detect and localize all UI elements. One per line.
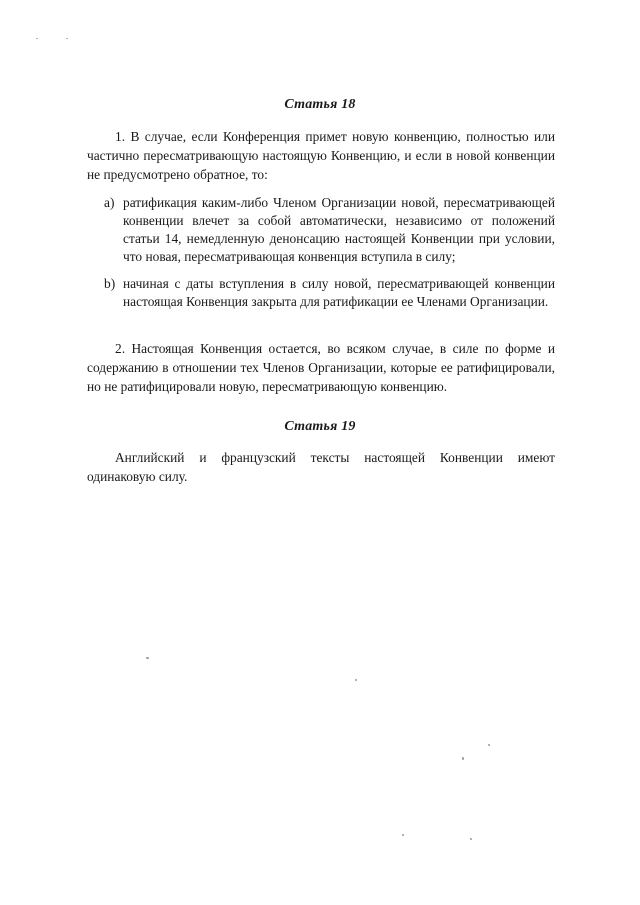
scan-speck xyxy=(402,834,404,836)
article-19-title: Статья 19 xyxy=(284,419,356,434)
scan-speck xyxy=(66,38,68,39)
scan-speck xyxy=(36,38,38,39)
scan-speck xyxy=(462,757,464,760)
list-marker-a: a) xyxy=(104,195,115,210)
article-18-paragraph-2: 2. Настоящая Конвенция остается, во всяком случае, в силе по форме и содержанию в отношении тех Членов Организации, которые ее ратифицировали, но не ратифицировали новую, пересматривающую конвенцию. xyxy=(87,341,555,394)
list-item-b-text: начиная с даты вступления в силу новой, пересматривающей конвенции настоящая Конвенция закрыта для ратификации ее Членами Организации. xyxy=(123,276,555,309)
list-item-a-text: ратификация каким-либо Членом Организации новой, пересматривающей конвенции влечет за собой автоматически, независимо от положений статьи 14, немедленную денонсацию настоящей Конвенции при условии, что новая, пересматривающая конвенция вступила в силу; xyxy=(123,195,555,264)
scan-speck xyxy=(470,838,472,840)
scan-speck xyxy=(355,679,357,681)
article-19-paragraph: Английский и французский тексты настоящей Конвенции имеют одинаковую силу. xyxy=(87,450,555,484)
list-item-b xyxy=(104,275,555,311)
article-18-title: Статья 18 xyxy=(284,97,356,112)
scan-speck xyxy=(146,657,149,659)
article-18-paragraph-1: 1. В случае, если Конференция примет новую конвенцию, полностью или частично пересматривающую настоящую Конвенцию, и если в новой конвенции не предусмотрено обратное, то: xyxy=(87,129,555,182)
scan-speck xyxy=(488,744,490,746)
list-item-a xyxy=(104,194,555,266)
list-marker-b: b) xyxy=(104,276,116,291)
